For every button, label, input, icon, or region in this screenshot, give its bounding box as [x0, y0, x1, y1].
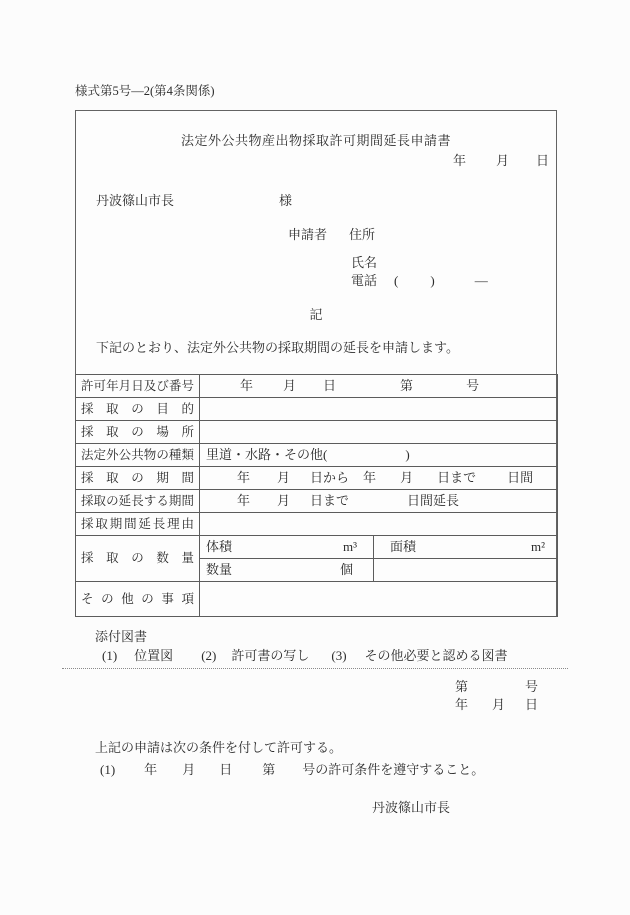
attachments-list [102, 648, 508, 664]
approval-number-line [455, 679, 538, 695]
applicant-address-label: 住所 [349, 227, 376, 242]
application-detail-table [75, 374, 558, 617]
row-quantity-volume [76, 536, 558, 559]
period-month-to: 月 [400, 470, 414, 486]
row-reason [76, 513, 558, 536]
extension-month: 月 [277, 493, 291, 509]
application-date-line [453, 153, 549, 169]
permit-year: 年 [240, 378, 254, 394]
period-label: 採取の期間 [76, 467, 200, 490]
phone-dash: ― [474, 273, 488, 288]
period-year-to: 年 [363, 470, 377, 486]
area-unit: m² [531, 539, 546, 555]
period-year-from: 年 [237, 470, 251, 486]
place-label: 採取の場所 [76, 421, 200, 444]
other-label: その他の事項 [76, 582, 200, 617]
condition-day: 日 [219, 762, 233, 777]
count-unit: 個 [339, 562, 353, 578]
cut-line [62, 668, 568, 669]
area-label: 面積 [390, 539, 417, 555]
row-period [76, 467, 558, 490]
extension-year: 年 [237, 493, 251, 509]
count-label: 数量 [206, 562, 233, 578]
attachment-2-number: (2) [201, 648, 217, 663]
condition-text: 号の許可条件を遵守すること。 [302, 762, 485, 777]
purpose-label: 採取の目的 [76, 398, 200, 421]
permit-day: 日 [323, 378, 337, 394]
approval-statement: 上記の申請は次の条件を付して許可する。 [95, 740, 343, 755]
quantity-extra-field [374, 559, 558, 582]
period-days: 日間 [507, 470, 534, 486]
phone-paren-close: ) [430, 273, 435, 288]
extension-day: 日まで [310, 493, 350, 509]
row-extension [76, 490, 558, 513]
condition-dai: 第 [262, 762, 276, 777]
purpose-field [200, 398, 558, 421]
date-day-label: 日 [536, 153, 550, 168]
form-title: 法定外公共物産出物採取許可期間延長申請書 [180, 133, 451, 148]
approval-month: 月 [492, 697, 506, 712]
attachment-1-label: 位置図 [134, 648, 174, 663]
attachment-3-label: その他必要と認める図書 [364, 648, 508, 663]
condition-year: 年 [144, 762, 158, 777]
approval-date-line [455, 697, 538, 713]
addressee-line [96, 193, 292, 209]
volume-label: 体積 [206, 539, 233, 555]
applicant-label: 申請者 [288, 227, 328, 242]
reason-field [200, 513, 558, 536]
applicant-name-label: 氏名 [351, 255, 378, 270]
condition-month: 月 [182, 762, 196, 777]
addressee-honorific: 様 [279, 193, 293, 208]
permit-number-field [200, 375, 558, 398]
permit-number-label: 許可年月日及び番号 [76, 375, 200, 398]
form-number: 様式第5号―2(第4条関係) [75, 84, 215, 98]
phone-paren-open: ( [394, 273, 399, 288]
extension-field [200, 490, 558, 513]
quantity-count-field [200, 559, 374, 582]
row-other [76, 582, 558, 617]
approval-year: 年 [455, 697, 469, 712]
application-form-box [75, 110, 557, 617]
permit-dai: 第 [400, 378, 414, 394]
volume-unit: m³ [342, 539, 357, 555]
kind-label: 法定外公共物の種類 [76, 444, 200, 467]
row-kind [76, 444, 558, 467]
date-year-label: 年 [453, 153, 467, 168]
permit-month: 月 [283, 378, 297, 394]
ki-heading: 記 [309, 307, 323, 322]
row-place [76, 421, 558, 444]
other-field [200, 582, 558, 617]
phone-label: 電話 [351, 273, 378, 288]
quantity-volume-field [200, 536, 374, 559]
attachments-title: 添付図書 [95, 629, 148, 644]
row-permit-number [76, 375, 558, 398]
attachment-2-label: 許可書の写し [231, 648, 310, 663]
attachment-3-number: (3) [331, 648, 347, 663]
condition-number: (1) [100, 762, 116, 777]
applicant-phone-line [351, 273, 488, 289]
addressee-name: 丹波篠山市長 [96, 193, 175, 208]
kind-field: 里道・水路・その他( ) [200, 444, 558, 467]
applicant-line [288, 227, 375, 243]
approval-dai: 第 [455, 679, 469, 694]
period-day-to: 日まで [437, 470, 477, 486]
approval-condition-line [100, 762, 484, 778]
period-field [200, 467, 558, 490]
approval-day: 日 [525, 697, 539, 712]
application-statement: 下記のとおり、法定外公共物の採取期間の延長を申請します。 [96, 340, 459, 355]
extension-label: 採取の延長する期間 [76, 490, 200, 513]
permit-go: 号 [466, 378, 480, 394]
quantity-area-field [374, 536, 558, 559]
extension-days: 日間延長 [407, 493, 460, 509]
approval-signer: 丹波篠山市長 [372, 800, 451, 815]
reason-label: 採取期間延長理由 [76, 513, 200, 536]
row-purpose [76, 398, 558, 421]
period-month-from: 月 [277, 470, 291, 486]
period-day-from: 日から [310, 470, 350, 486]
approval-go: 号 [525, 679, 539, 694]
date-month-label: 月 [496, 153, 510, 168]
place-field [200, 421, 558, 444]
quantity-label: 採取の数量 [76, 536, 200, 582]
attachment-1-number: (1) [102, 648, 118, 663]
